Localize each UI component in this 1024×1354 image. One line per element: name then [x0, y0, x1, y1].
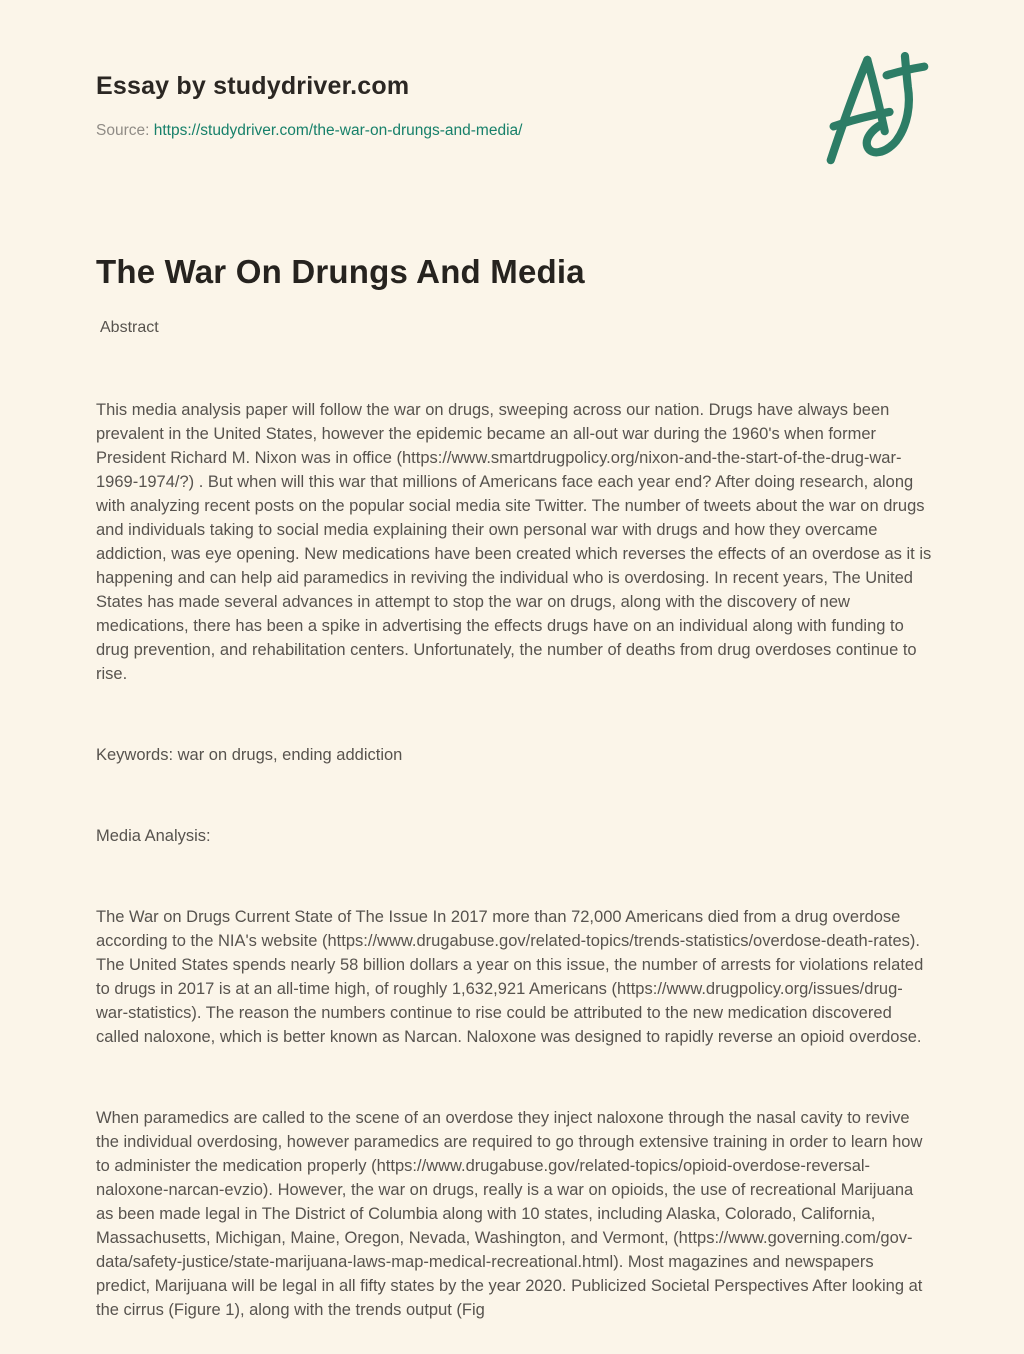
source-line — [96, 122, 522, 140]
page-title: Essay by studydriver.com — [96, 72, 410, 100]
paragraph-current-state: The War on Drugs Current State of The Issue In 2017 more than 72,000 Americans died from a drug overdose according to the NIA's website (https://www.drugabuse.gov/related-topics/trends-statistics/overdose-death-rates). The United States spends nearly 58 billion dollars a year on this issue, the number of arrests for violations related to drugs in 2017 is at an all-time high, of roughly 1,632,921 Americans (https://www.drugpolicy.org/issues/drug-war-statistics). The reason the numbers continue to rise could be attributed to the new medication discovered called naloxone, which is better known as Narcan. Naloxone was designed to rapidly reverse an opioid overdose. — [96, 908, 924, 1046]
keywords-line: Keywords: war on drugs, ending addiction — [96, 746, 403, 764]
article-body — [96, 252, 932, 1354]
source-url-link[interactable]: https://studydriver.com/the-war-on-drungs-and-media/ — [153, 122, 523, 139]
studydriver-a-plus-logo-icon — [824, 52, 930, 168]
abstract-label: Abstract — [100, 319, 159, 336]
article-title: The War On Drungs And Media — [96, 253, 585, 290]
paragraph-paramedics: When paramedics are called to the scene of an overdose they inject naloxone through the nasal cavity to revive the individual overdosing, however paramedics are required to go through extensive training in order to learn how to administer the medication properly (https://www.drugabuse.gov/related-topics/opioid-overdose-reversal-naloxone-narcan-evzio). However, the war on drugs, really is a war on opioids, the use of recreational Marijuana as been made legal in The District of Columbia along with 10 states, including Alaska, Colorado, California, Massachusetts, Michigan, Maine, Oregon, Nevada, Washington, and Vermont, (https://www.governing.com/gov-data/safety-justice/state-marijuana-laws-map-medical-recreational.html). Most magazines and newspapers predict, Marijuana will be legal in all fifty states by the year 2020. Publicized Societal Perspectives After looking at the cirrus (Figure 1), along with the trends output (Fig — [96, 1109, 923, 1319]
media-analysis-section-label: Media Analysis: — [96, 827, 211, 845]
source-label: Source: — [96, 122, 150, 139]
paragraph-abstract: This media analysis paper will follow the war on drugs, sweeping across our nation. Drugs have always been prevalent in the United States, however the epidemic became an all-out war during the 1960's when former President Richard M. Nixon was in office (https://www.smartdrugpolicy.org/nixon-and-the-start-of-the-drug-war-1969-1974/?) . But when will this war that millions of Americans face each year end? After doing research, along with analyzing recent posts on the popular social media site Twitter. The number of tweets about the war on drugs and individuals taking to social media explaining their own personal war with drugs and how they overcame addiction, was eye opening. New medications have been created which reverses the effects of an overdose as it is happening and can help aid paramedics in reviving the individual who is overdosing. In recent years, The United States has made several advances in attempt to stop the war on drugs, along with the discovery of new medications, there has been a spike in advertising the effects drugs have on an individual along with funding to drug prevention, and rehabilitation centers. Unfortunately, the number of deaths from drug overdoses continue to rise. — [96, 401, 932, 683]
